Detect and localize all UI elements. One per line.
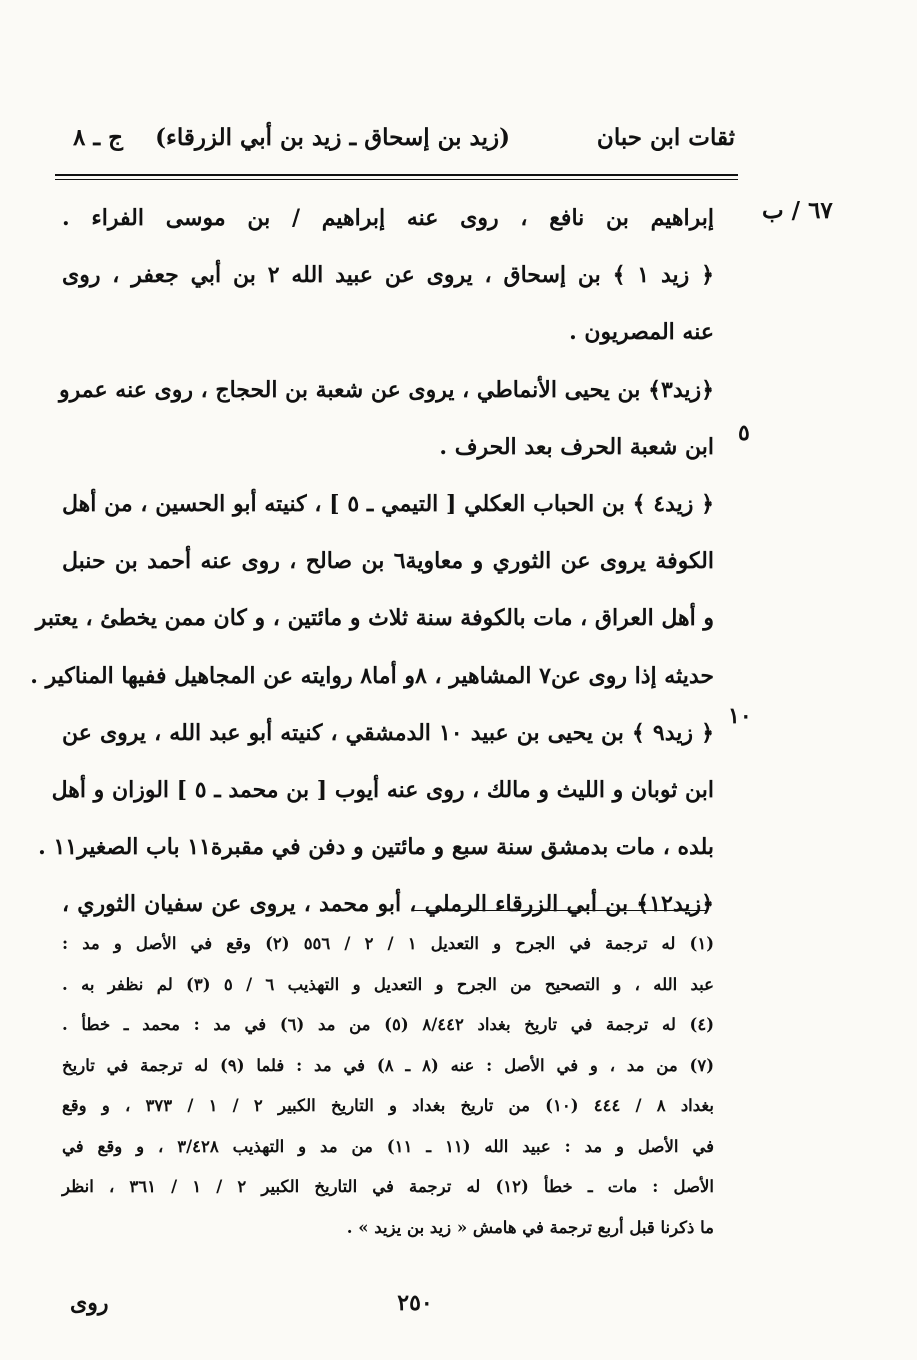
line-number-5: ٥ — [738, 420, 750, 446]
main-text — [30, 190, 714, 933]
text-line: ﴿ زيد٤ ﴾ بن الحباب العكلي [ التيمي ـ ٥ ] ، كنيته أبو الحسين ، من أهل — [62, 490, 714, 517]
footnote-separator — [412, 910, 708, 911]
footnote-line: (٧) من مد ، و في الأصل : عنه (٨ ـ ٨) في مد : فلما (٩) له ترجمة في تاريخ — [62, 1055, 714, 1075]
header-book-title: ثقات ابن حبان — [596, 124, 735, 151]
text-line: و أهل العراق ، مات بالكوفة سنة ثلاث و مائتين ، و كان ممن يخطئ ، يعتبر — [35, 605, 714, 632]
text-line: ابن شعبة الحرف بعد الحرف . — [439, 433, 714, 460]
header-entries-range: (زيد بن إسحاق ـ زيد بن أبي الزرقاء) — [155, 124, 510, 151]
manuscript-folio-marker: ٦٧ / ب — [762, 197, 833, 224]
text-line: حديثه إذا روى عن٧ المشاهير ، ٨و أما٨ روايته عن المجاهيل ففيها المناكير . — [30, 662, 714, 689]
footnote-line: (١) له ترجمة في الجرح و التعديل ١ / ٢ / ٥٥٦ (٢) وقع في الأصل و مد : — [62, 934, 715, 953]
header-part-number: ج ـ ٨ — [73, 124, 123, 151]
text-line: ﴿زيد٣﴾ بن يحيى الأنماطي ، يروى عن شعبة بن الحجاج ، روى عنه عمرو — [59, 376, 714, 403]
page-number: ٢٥٠ — [397, 1290, 433, 1316]
text-line: الكوفة يروى عن الثوري و معاوية٦ بن صالح ، روى عنه أحمد بن حنبل — [62, 548, 714, 575]
text-line: ﴿ زيد٩ ﴾ بن يحيى بن عبيد ١٠ الدمشقي ، كنيته أبو عبد الله ، يروى عن — [62, 719, 714, 746]
footnote-line: في الأصل و مد : عبيد الله (١١ ـ ١١) من مد و التهذيب ٣/٤٢٨ ، و وقع في — [62, 1136, 714, 1156]
footnote-line: ما ذكرنا قبل أربع ترجمة في هامش « زيد بن يزيد » . — [346, 1217, 714, 1237]
line-number-10: ١٠ — [728, 703, 752, 729]
footnotes — [62, 924, 714, 1248]
text-line: عنه المصريون . — [569, 319, 714, 346]
footnote-line: بغداد ٨ / ٤٤٤ (١٠) من تاريخ بغداد و التاريخ الكبير ٢ / ١ / ٣٧٣ ، و وقع — [62, 1096, 714, 1115]
header-rule-thick — [55, 174, 738, 176]
text-line: ﴿ زيد ١ ﴾ بن إسحاق ، يروى عن عبيد الله ٢ بن أبي جعفر ، روى — [62, 262, 714, 289]
footnote-line: الأصل : مات ـ خطأ (١٢) له ترجمة في التاريخ الكبير ٢ / ١ / ٣٦١ ، انظر — [62, 1177, 715, 1196]
running-header — [55, 118, 735, 168]
text-line: ابن ثوبان و الليث و مالك ، روى عنه أيوب [ بن محمد ـ ٥ ] الوزان و أهل — [51, 776, 714, 803]
text-line: ﴿زيد١٢﴾ بن أبي الزرقاء الرملي ، أبو محمد ، يروى عن سفيان الثوري ، — [62, 891, 714, 918]
catchword: روى — [70, 1290, 109, 1316]
footnote-line: (٤) له ترجمة في تاريخ بغداد ٨/٤٤٢ (٥) من مد (٦) في مد : محمد ـ خطأ . — [62, 1015, 714, 1034]
header-rule-thin — [55, 179, 738, 180]
footnote-line: عبد الله ، و التصحيح من الجرح و التعديل و التهذيب ٦ / ٥ (٣) لم نظفر به . — [62, 974, 714, 994]
text-line: إبراهيم بن نافع ، روى عنه إبراهيم / بن موسى الفراء . — [62, 205, 714, 231]
text-line: بلده ، مات بدمشق سنة سبع و مائتين و دفن في مقبرة١١ باب الصغير١١ . — [38, 834, 714, 861]
